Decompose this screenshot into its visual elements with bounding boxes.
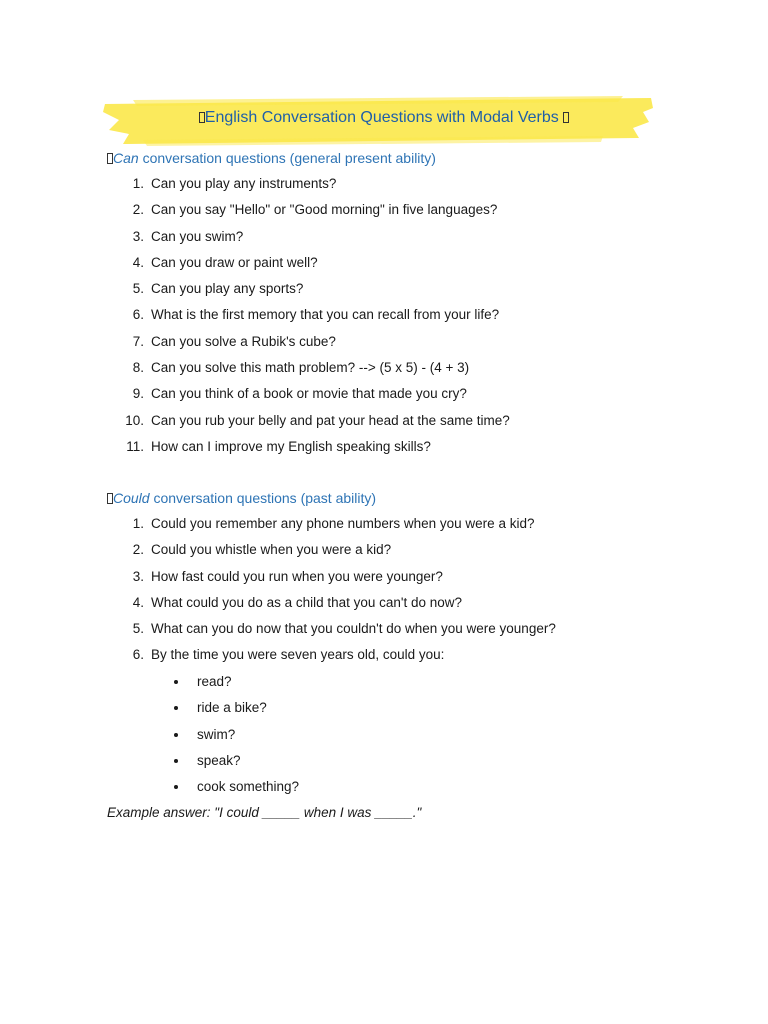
list-item: 8. Can you solve this math problem? --> (5 x 5) - (4 + 3) — [132, 360, 470, 376]
list-item: 2. Could you whistle when you were a kid? — [132, 542, 392, 558]
list-item: 4. What could you do as a child that you can't do now? — [132, 594, 463, 610]
missing-glyph-icon — [563, 112, 569, 123]
list-item: 6. What is the first memory that you can recall from your life? — [132, 307, 500, 323]
list-item: 2. Can you say "Hello" or "Good morning" in five languages? — [132, 202, 498, 218]
section-heading-can — [107, 149, 436, 167]
list-item: speak? — [170, 748, 299, 774]
list-item: 1. Could you remember any phone numbers when you were a kid? — [132, 516, 535, 531]
list-item: 11. How can I improve my English speaking skills? — [126, 438, 431, 454]
list-item: 3. Can you swim? — [132, 228, 244, 244]
list-item: ride a bike? — [170, 695, 299, 721]
list-item: 1. Can you play any instruments? — [132, 176, 337, 191]
could-sub-list — [170, 669, 299, 800]
list-item: 5. Can you play any sports? — [132, 281, 304, 297]
list-item: 7. Can you solve a Rubik's cube? — [132, 333, 336, 349]
section-heading-modal: Can — [113, 150, 139, 166]
list-item: 10. Can you rub your belly and pat your head at the same time? — [125, 412, 510, 428]
example-answer: Example answer: "I could _____ when I was _____." — [107, 805, 422, 820]
list-item: 4. Can you draw or paint well? — [132, 254, 318, 270]
section-heading-text: conversation questions (general present ability) — [138, 150, 436, 166]
section-heading-modal: Could — [113, 490, 150, 506]
page-title-text: English Conversation Questions with Modal Verbs — [204, 109, 559, 126]
list-item: 9. Can you think of a book or movie that made you cry? — [132, 386, 467, 402]
list-item: read? — [170, 669, 299, 695]
list-item: 3. How fast could you run when you were younger? — [132, 568, 443, 584]
can-questions-list — [107, 171, 510, 460]
section-heading-text: conversation questions (past ability) — [149, 490, 377, 506]
could-questions-list — [107, 511, 556, 669]
list-item: swim? — [170, 722, 299, 748]
list-item: 5. What can you do now that you couldn't do when you were younger? — [132, 621, 556, 637]
page-title — [0, 108, 768, 128]
list-item: 6. By the time you were seven years old, could you: — [132, 647, 445, 663]
section-heading-could — [107, 489, 376, 507]
list-item: cook something? — [170, 774, 299, 800]
